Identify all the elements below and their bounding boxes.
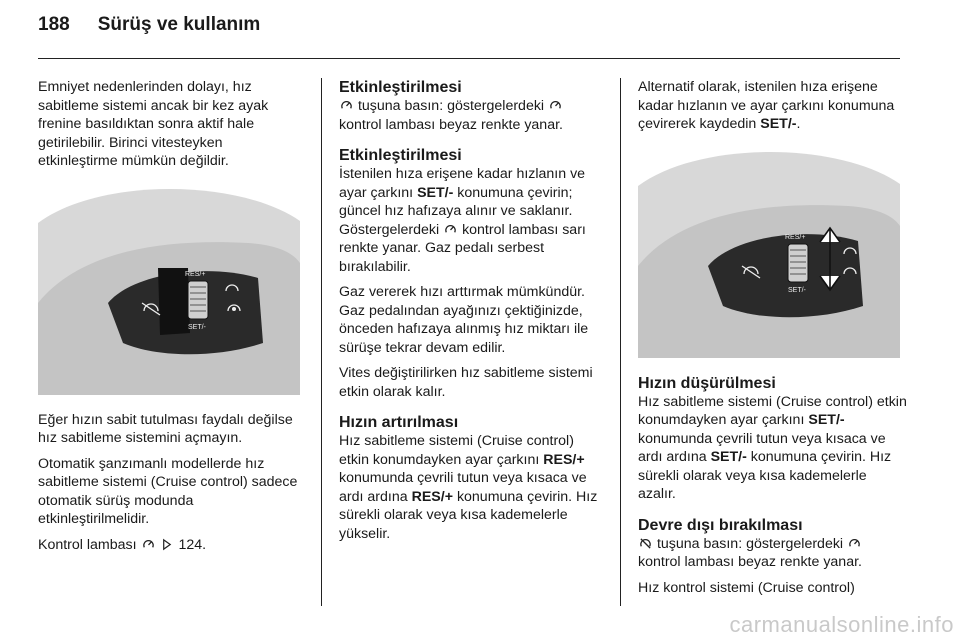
set-keyword: SET/-	[808, 412, 845, 428]
decrease-speed-paragraph	[638, 393, 908, 504]
res-keyword: RES/+	[543, 451, 585, 468]
set-keyword: SET/-	[417, 184, 454, 201]
cruise-control-icon	[549, 99, 562, 112]
column-divider-2	[620, 78, 621, 606]
column-2	[339, 78, 607, 550]
advice-paragraph: Eğer hızın sabit tutulması faydalı değilse hız sabitleme sistemini açmayın.	[38, 411, 293, 446]
activation-paragraph-2	[339, 165, 607, 276]
text-run: konumuna çevirin. Hız sürekli olarak veya kısa kademelerle azalır.	[638, 449, 892, 502]
text-run: tuşuna basın: göstergelerdeki	[656, 535, 844, 552]
set-label: SET/-	[788, 286, 806, 294]
heading-decrease-speed: Hızın düşürülmesi	[638, 374, 776, 392]
reference-prefix: Kontrol lambası	[38, 536, 137, 553]
page-number: 188	[38, 14, 70, 35]
text-run: .	[796, 116, 801, 132]
activation-paragraph-1	[339, 97, 607, 134]
page-reference-icon	[160, 538, 173, 551]
steering-wheel-illustration-1	[38, 183, 300, 395]
header-rule	[38, 58, 900, 59]
text-run: konumunda çevrili tutun veya kısaca ve ardı ardına	[638, 430, 886, 465]
text-run: Alternatif olarak, istenilen hıza erişene kadar hızlanın ve ayar çarkını konumuna çevirerek kaydedin	[638, 79, 895, 132]
steering-wheel-illustration-2	[638, 146, 900, 358]
alternative-paragraph	[638, 78, 908, 134]
text-run: konumuna çevirin. Hız sürekli olarak veya kısa kademelerle yükselir.	[339, 488, 598, 542]
reference-page: 124.	[178, 536, 207, 553]
cruise-control-icon	[340, 99, 353, 112]
automatic-paragraph: Otomatik şanzımanlı modellerde hız sabitleme sistemi (Cruise control) sadece otomatik sürüş modunda etkinleştirilmelidir.	[38, 455, 298, 527]
text-run: İstenilen hıza erişene kadar hızlanın ve ayar çarkını	[339, 166, 586, 201]
text-run: kontrol lambası beyaz renkte yanar.	[339, 116, 563, 133]
cruise-control-icon	[848, 537, 861, 550]
column-3	[638, 78, 908, 604]
gear-change-paragraph: Vites değiştirilirken hız sabitleme sistemi etkin olarak kalır.	[339, 365, 593, 400]
text-run: tuşuna basın: göstergelerdeki	[357, 98, 545, 114]
watermark: carmanualsonline.info	[729, 612, 954, 637]
heading-activation-1: Etkinleştirilmesi	[339, 79, 462, 96]
deactivation-paragraph	[638, 535, 908, 572]
res-label: RES/+	[785, 233, 806, 241]
text-run: konumuna çevirin; güncel hız hafızaya alınır ve saklanır. Göstergelerdeki	[339, 184, 573, 238]
text-run: Hız sabitleme sistemi (Cruise control) etkin konumdayken ayar çarkını	[339, 433, 574, 468]
heading-activation-2: Etkinleştirilmesi	[339, 147, 462, 164]
column-divider-1	[321, 78, 322, 606]
column-1	[38, 78, 306, 561]
cruise-control-icon	[444, 223, 457, 236]
control-lamp-reference	[38, 536, 306, 555]
cruise-control-icon	[142, 538, 155, 551]
continued-paragraph: Hız kontrol sistemi (Cruise control)	[638, 579, 855, 596]
text-run: kontrol lambası sarı renkte yanar. Gaz pedalı serbest bırakılabilir.	[339, 221, 586, 275]
cruise-cancel-icon	[639, 537, 652, 550]
res-keyword: RES/+	[411, 488, 453, 505]
heading-increase-speed: Hızın artırılması	[339, 414, 459, 431]
text-run: kontrol lambası beyaz renkte yanar.	[638, 554, 862, 570]
section-title: Sürüş ve kullanım	[97, 14, 261, 35]
set-keyword: SET/-	[760, 116, 797, 132]
accelerate-paragraph: Gaz vererek hızı arttırmak mümkündür. Gaz pedalından ayağınızı çektiğinizde, önceden hafızaya alınmış hız miktarı ile sürüşe tekrar devam edilir.	[339, 284, 589, 356]
text-run: Hız sabitleme sistemi (Cruise control) etkin konumdayken ayar çarkını	[638, 393, 907, 428]
heading-deactivation: Devre dışı bırakılması	[638, 516, 803, 534]
set-label: SET/-	[188, 323, 206, 331]
safety-paragraph: Emniyet nedenlerinden dolayı, hız sabitleme sistemi ancak bir kez ayak frenine basıldıktan sonra aktif hale getirilebilir. Birinci vitesteyken etkinleştirme mümkün değildir.	[38, 79, 269, 169]
set-keyword: SET/-	[710, 449, 747, 465]
page-header	[38, 14, 260, 50]
text-run: konumunda çevrili tutun veya kısaca ve ardı ardına	[339, 470, 587, 505]
increase-speed-paragraph	[339, 432, 607, 543]
res-label: RES/+	[185, 270, 206, 278]
